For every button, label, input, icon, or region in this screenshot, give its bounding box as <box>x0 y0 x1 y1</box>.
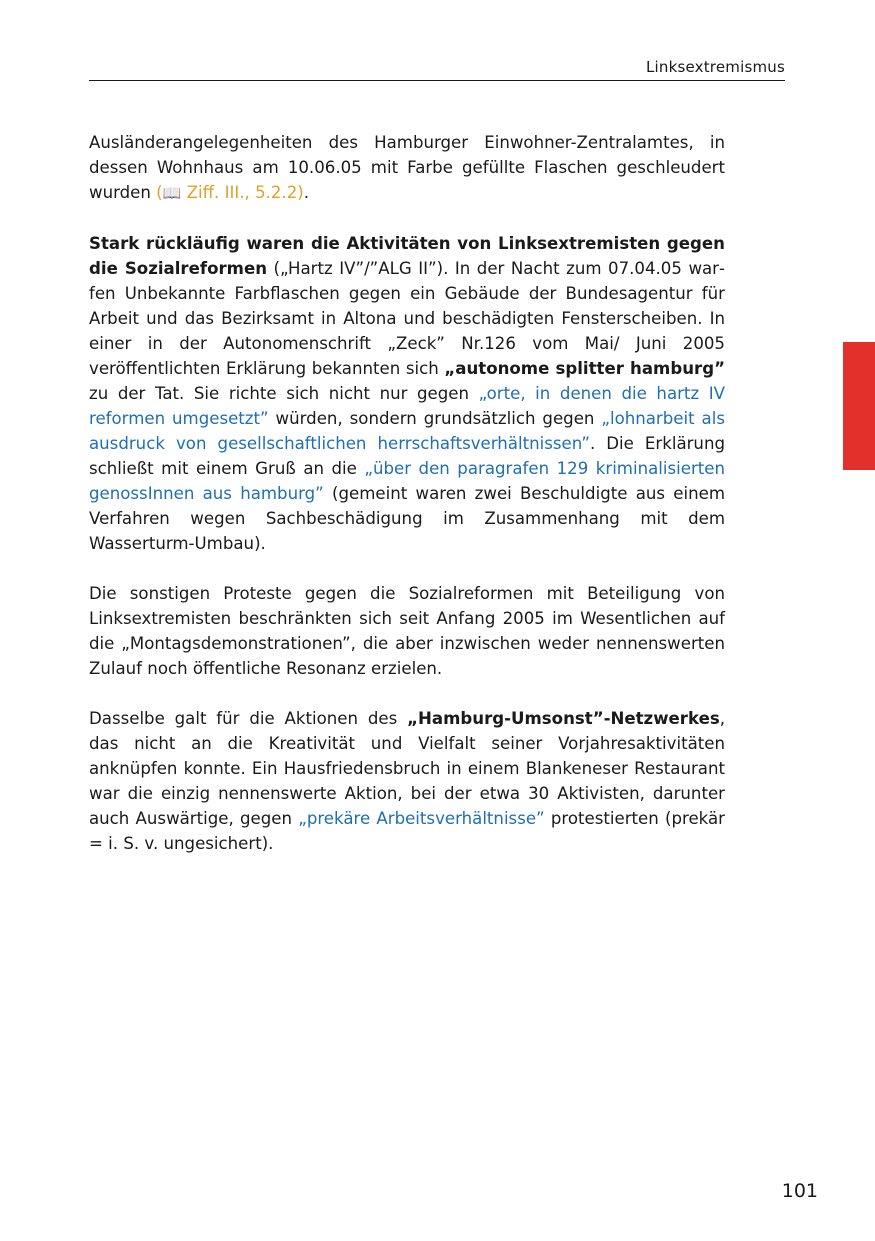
body-text <box>89 130 725 881</box>
quote: „orte, in denen die hartz IV reformen umgesetzt” <box>89 384 725 428</box>
text-span: würden, sondern grundsätzlich gegen <box>268 409 602 428</box>
text-span: („Hartz IV”/”ALG II”). In der Nacht zum 07.04.05 warfen Unbekannte Farbflaschen gegen ein Gebäude der Bundesagentur für Arbeit und das Bezirksamt in Altona und beschädigten Fensterscheiben. In einer in der Autonomenschrift „Zeck” Nr.126 vom Mai/ Juni 2005 veröffentlichten Erklärung bekannten sich <box>89 259 726 378</box>
ref-text: Ziff. III., 5.2.2) <box>181 183 304 202</box>
text-span: Die sonstigen Proteste gegen die Sozialreformen mit Beteiligung von Linksextremisten beschränkten sich seit Anfang 2005 im Wesentlichen auf die „Montagsdemonstrationen”, die aber inzwischen weder nennenswerten Zulauf noch öffentliche Resonanz erzielen. <box>89 584 725 678</box>
text-span: Dasselbe galt für die Aktionen des <box>89 709 408 728</box>
ref-open-paren: ( <box>156 183 163 202</box>
text-span: . Die Erklärung schließt mit einem Gruß an die <box>89 434 725 478</box>
running-header <box>89 58 785 81</box>
paragraph-2 <box>89 231 725 556</box>
text-span: protestierten (prekär = i. S. v. ungesichert). <box>89 809 725 853</box>
bold-lead: Stark rückläufig waren die Aktivitäten von Linksextremisten gegen die Sozialreformen <box>89 234 725 278</box>
quote: „prekäre Arbeitsverhältnisse” <box>298 809 545 828</box>
header-title: Linksextremismus <box>645 58 785 76</box>
text-span: zu der Tat. Sie richte sich nicht nur gegen <box>89 384 479 403</box>
paragraph-3 <box>89 581 725 681</box>
paragraph-4 <box>89 706 725 856</box>
text-span: (gemeint waren zwei Beschuldigte aus einem Verfahren wegen Sachbeschädigung im Zusammenhang mit dem Wasserturm-Umbau). <box>89 484 725 553</box>
quote: „lohnarbeit als ausdruck von gesellschaftlichen herrschaftsverhältnissen” <box>89 409 725 453</box>
bold-name: „autonome splitter hamburg” <box>444 359 725 378</box>
text-span: Ausländerangelegenheiten des Hamburger Einwohner-Zentralamtes, in dessen Wohnhaus am 10.06.05 mit Farbe gefüllte Flaschen geschleudert wurden <box>89 133 725 202</box>
book-icon: 📖 <box>162 184 182 202</box>
bold-name: „Hamburg-Umsonst”-Netzwerkes <box>407 709 720 728</box>
chapter-tab-marker <box>843 342 875 470</box>
text-span: , das nicht an die Kreativität und Vielfalt seiner Vorjahresaktivitäten anknüpfen konnte. Ein Hausfriedensbruch in einem Blankeneser Restaurant war die einzig nennenswerte Aktion, bei der etwa 30 Aktivisten, darunter auch Auswärtige, gegen <box>89 709 725 828</box>
page-number: 101 <box>781 1180 818 1202</box>
paragraph-1 <box>89 130 725 206</box>
cross-reference-link[interactable] <box>156 183 304 202</box>
text-span: . <box>303 183 310 202</box>
quote: „über den paragrafen 129 kriminalisierten genossInnen aus hamburg” <box>89 459 725 503</box>
